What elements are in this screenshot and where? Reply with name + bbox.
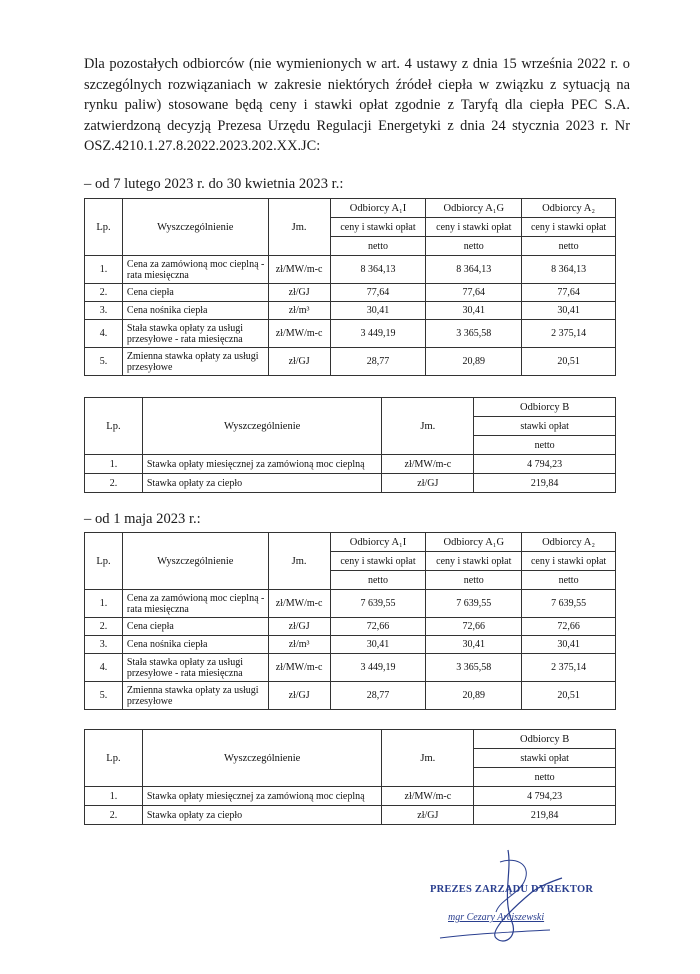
row-a1i: 8 364,13 (330, 256, 426, 284)
row-lp: 4. (85, 654, 123, 682)
header-spec: Wyszczególnienie (142, 730, 382, 787)
row-name: Cena nośnika ciepła (122, 636, 268, 654)
header-spec: Wyszczególnienie (142, 398, 382, 455)
header-lp: Lp. (85, 199, 123, 256)
row-name: Stawka opłaty miesięcznej za zamówioną moc cieplną (142, 455, 382, 474)
row-b: 4 794,23 (474, 787, 616, 806)
period-heading-2: – od 1 maja 2023 r.: (84, 511, 201, 527)
header-prices: ceny i stawki opłat (522, 552, 616, 571)
table-row (85, 806, 616, 825)
row-name: Cena za zamówioną moc cieplną - rata miesięczna (122, 590, 268, 618)
row-jm: zł/MW/m-c (268, 590, 330, 618)
row-jm: zł/GJ (268, 284, 330, 302)
row-jm: zł/GJ (268, 348, 330, 376)
intro-paragraph: Dla pozostałych odbiorców (nie wymienionych w art. 4 ustawy z dnia 15 września 2022 r. o szczególnych rozwiązaniach w zakresie niektórych źródeł ciepła w związku z sytuacją na rynku paliw) stosowane będą ceny i stawki opłat zgodnie z Taryfą dla ciepła PEC S.A. zatwierdzoną decyzją Prezesa Urzędu Regulacji Energetyki z dnia 24 stycznia 2023 r. Nr OSZ.4210.1.27.8.2022.2023.202.XX.JC: (84, 56, 630, 154)
header-a1g: Odbiorcy A₁G (426, 199, 522, 218)
tariff-table-a-period-1 (84, 198, 616, 376)
table-row (85, 682, 616, 710)
row-a1i: 3 449,19 (330, 320, 426, 348)
row-a1g: 77,64 (426, 284, 522, 302)
row-jm: zł/GJ (382, 806, 474, 825)
header-a1i: Odbiorcy A₁I (330, 199, 426, 218)
table-row (85, 256, 616, 284)
header-jm: Jm. (268, 199, 330, 256)
header-b: Odbiorcy B (474, 730, 616, 749)
row-a1g: 30,41 (426, 302, 522, 320)
row-lp: 2. (85, 284, 123, 302)
row-a2: 2 375,14 (522, 320, 616, 348)
row-a1g: 8 364,13 (426, 256, 522, 284)
row-lp: 1. (85, 590, 123, 618)
header-spec: Wyszczególnienie (122, 533, 268, 590)
header-a1i: Odbiorcy A₁I (330, 533, 426, 552)
table-row (85, 284, 616, 302)
row-a1i: 30,41 (330, 302, 426, 320)
header-a2: Odbiorcy A₂ (522, 199, 616, 218)
table-row (85, 302, 616, 320)
header-prices: ceny i stawki opłat (426, 552, 522, 571)
row-a1i: 30,41 (330, 636, 426, 654)
row-a1g: 20,89 (426, 682, 522, 710)
header-prices: ceny i stawki opłat (426, 218, 522, 237)
row-a2: 8 364,13 (522, 256, 616, 284)
row-jm: zł/GJ (268, 618, 330, 636)
row-name: Stała stawka opłaty za usługi przesyłowe - rata miesięczna (122, 320, 268, 348)
row-jm: zł/MW/m-c (382, 455, 474, 474)
row-lp: 1. (85, 455, 143, 474)
row-name: Cena ciepła (122, 618, 268, 636)
header-prices: ceny i stawki opłat (330, 552, 426, 571)
table-row (85, 787, 616, 806)
header-prices: ceny i stawki opłat (330, 218, 426, 237)
header-net: netto (426, 237, 522, 256)
table-row (85, 654, 616, 682)
row-lp: 2. (85, 474, 143, 493)
row-a1g: 30,41 (426, 636, 522, 654)
row-name: Cena za zamówioną moc cieplną - rata miesięczna (122, 256, 268, 284)
tariff-table-a-period-2 (84, 532, 616, 710)
header-net: netto (426, 571, 522, 590)
row-name: Stała stawka opłaty za usługi przesyłowe - rata miesięczna (122, 654, 268, 682)
tariff-table-b-period-2 (84, 729, 616, 825)
header-net: netto (522, 237, 616, 256)
table-row (85, 636, 616, 654)
row-a1i: 77,64 (330, 284, 426, 302)
row-name: Cena ciepła (122, 284, 268, 302)
header-a1g: Odbiorcy A₁G (426, 533, 522, 552)
row-a2: 30,41 (522, 636, 616, 654)
header-rates: stawki opłat (474, 749, 616, 768)
header-net: netto (522, 571, 616, 590)
row-jm: zł/GJ (382, 474, 474, 493)
row-a1g: 3 365,58 (426, 320, 522, 348)
row-a2: 20,51 (522, 682, 616, 710)
period-heading-1: – od 7 lutego 2023 r. do 30 kwietnia 2023 r.: (84, 176, 344, 192)
row-name: Stawka opłaty za ciepło (142, 474, 382, 493)
row-lp: 3. (85, 636, 123, 654)
row-name: Zmienna stawka opłaty za usługi przesyłowe (122, 682, 268, 710)
table-row (85, 474, 616, 493)
row-lp: 4. (85, 320, 123, 348)
row-a1g: 72,66 (426, 618, 522, 636)
row-a2: 20,51 (522, 348, 616, 376)
table-row (85, 455, 616, 474)
row-a1g: 7 639,55 (426, 590, 522, 618)
row-name: Stawka opłaty za ciepło (142, 806, 382, 825)
row-lp: 2. (85, 806, 143, 825)
header-net: netto (474, 436, 616, 455)
row-a1i: 72,66 (330, 618, 426, 636)
row-lp: 3. (85, 302, 123, 320)
header-a2: Odbiorcy A₂ (522, 533, 616, 552)
signature-name: mgr Cezary Arciszewski (448, 912, 545, 923)
header-jm: Jm. (382, 730, 474, 787)
row-lp: 5. (85, 348, 123, 376)
row-jm: zł/MW/m-c (268, 256, 330, 284)
header-net: netto (474, 768, 616, 787)
row-a1i: 3 449,19 (330, 654, 426, 682)
row-a1i: 28,77 (330, 348, 426, 376)
tariff-table-b-period-1 (84, 397, 616, 493)
header-b: Odbiorcy B (474, 398, 616, 417)
signature-title: PREZES ZARZĄDU DYREKTOR (430, 884, 594, 895)
table-row (85, 320, 616, 348)
row-lp: 1. (85, 256, 123, 284)
header-rates: stawki opłat (474, 417, 616, 436)
header-prices: ceny i stawki opłat (522, 218, 616, 237)
header-jm: Jm. (382, 398, 474, 455)
row-a2: 7 639,55 (522, 590, 616, 618)
row-a2: 72,66 (522, 618, 616, 636)
header-net: netto (330, 571, 426, 590)
row-jm: zł/m³ (268, 636, 330, 654)
header-lp: Lp. (85, 398, 143, 455)
signature-stamp (400, 842, 620, 952)
header-spec: Wyszczególnienie (122, 199, 268, 256)
row-jm: zł/GJ (268, 682, 330, 710)
row-lp: 1. (85, 787, 143, 806)
row-b: 219,84 (474, 806, 616, 825)
row-jm: zł/m³ (268, 302, 330, 320)
handwritten-signature (400, 842, 620, 952)
header-jm: Jm. (268, 533, 330, 590)
row-a1i: 28,77 (330, 682, 426, 710)
row-a1i: 7 639,55 (330, 590, 426, 618)
row-a2: 77,64 (522, 284, 616, 302)
row-a1g: 3 365,58 (426, 654, 522, 682)
table-row (85, 348, 616, 376)
table-row (85, 590, 616, 618)
row-lp: 5. (85, 682, 123, 710)
header-lp: Lp. (85, 533, 123, 590)
row-name: Zmienna stawka opłaty za usługi przesyłowe (122, 348, 268, 376)
header-net: netto (330, 237, 426, 256)
row-b: 4 794,23 (474, 455, 616, 474)
row-name: Cena nośnika ciepła (122, 302, 268, 320)
row-a2: 30,41 (522, 302, 616, 320)
table-row (85, 618, 616, 636)
row-jm: zł/MW/m-c (382, 787, 474, 806)
row-b: 219,84 (474, 474, 616, 493)
row-lp: 2. (85, 618, 123, 636)
row-jm: zł/MW/m-c (268, 320, 330, 348)
row-a2: 2 375,14 (522, 654, 616, 682)
row-a1g: 20,89 (426, 348, 522, 376)
row-name: Stawka opłaty miesięcznej za zamówioną moc cieplną (142, 787, 382, 806)
header-lp: Lp. (85, 730, 143, 787)
row-jm: zł/MW/m-c (268, 654, 330, 682)
